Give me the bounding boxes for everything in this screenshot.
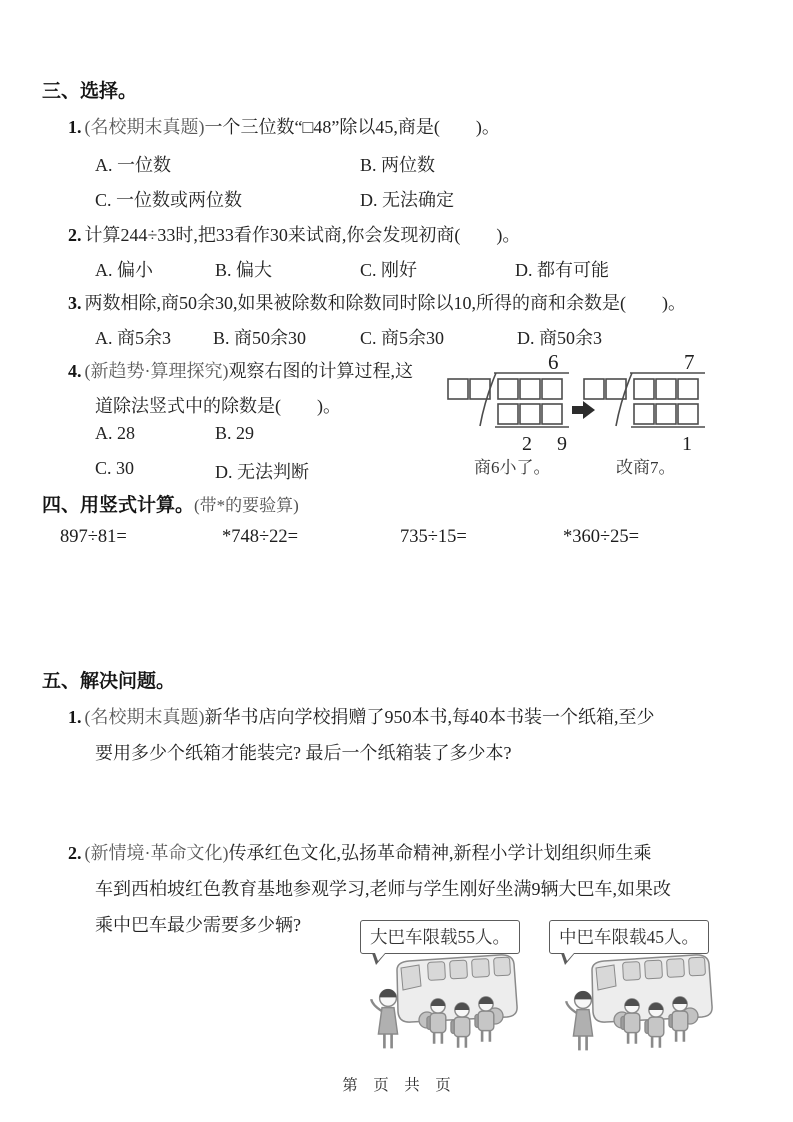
question-3-text: 两数相除,商50余30,如果被除数和除数同时除以10,所得的商和余数是( )。 — [84, 293, 686, 313]
second-quotient-digit: 7 — [684, 350, 695, 374]
dividend-box — [678, 379, 698, 399]
q3-option-c: C. 商5余30 — [360, 328, 445, 348]
big-bus-capacity-bubble: 大巴车限载55人。 — [360, 920, 520, 954]
word-problem-2-line-3 — [95, 911, 301, 937]
word-problem-2-text-1: 传承红色文化,弘扬革命精神,新程小学计划组织师生乘 — [228, 843, 652, 863]
q4-option-c: C. 30 — [95, 458, 135, 478]
question-1 — [68, 113, 500, 139]
right-arrow-icon — [572, 401, 595, 419]
question-4-line-2 — [95, 392, 341, 418]
product-box — [520, 404, 540, 424]
dividend-box — [498, 379, 518, 399]
dividend-box — [542, 379, 562, 399]
product-box — [656, 404, 676, 424]
product-box — [678, 404, 698, 424]
word-problem-2-line-2 — [95, 875, 671, 901]
second-remainder: 1 — [682, 433, 692, 455]
q3-option-b: B. 商50余30 — [213, 328, 307, 348]
question-1-tag: (名校期末真题) — [84, 117, 205, 137]
question-1-text: 一个三位数“□48”除以45,商是( )。 — [204, 117, 500, 137]
word-problem-1-text-2: 要用多少个纸箱才能装完? 最后一个纸箱装了多少本? — [95, 743, 512, 763]
first-division-diagram — [448, 373, 569, 427]
question-3-number: 3. — [68, 293, 82, 313]
word-problem-1-line-2 — [95, 739, 511, 765]
dividend-box — [520, 379, 540, 399]
word-problem-2-line-1 — [68, 839, 651, 865]
word-problem-2-text-3: 乘中巴车最少需要多少辆? — [95, 915, 301, 935]
product-box — [634, 404, 654, 424]
second-division-diagram — [584, 373, 705, 427]
word-problem-1-text-1: 新华书店向学校捐赠了950本书,每40本书装一个纸箱,至少 — [204, 707, 655, 727]
question-4-text-2: 道除法竖式中的除数是( )。 — [95, 396, 341, 416]
teacher-figure — [566, 991, 592, 1050]
teacher-figure — [371, 989, 397, 1048]
word-problem-1-number: 1. — [68, 707, 82, 727]
first-quotient-digit: 6 — [548, 350, 559, 374]
q4-option-b: B. 29 — [215, 423, 255, 443]
word-problem-1-line-1 — [68, 703, 655, 729]
question-2-text: 计算244÷33时,把33看作30来试商,你会发现初商( )。 — [84, 225, 521, 245]
calc-problem-3: 735÷15= — [400, 527, 467, 547]
q2-option-a: A. 偏小 — [95, 260, 153, 280]
bus-illustration — [350, 948, 750, 1063]
q1-option-c: C. 一位数或两位数 — [95, 190, 243, 210]
q2-option-c: C. 刚好 — [360, 260, 418, 280]
medium-bus-capacity-bubble: 中巴车限载45人。 — [549, 920, 709, 954]
question-1-number: 1. — [68, 117, 82, 137]
q3-option-d: D. 商50余3 — [517, 328, 602, 348]
footer-page-label: 第 页 共 页 — [342, 1077, 451, 1094]
section-four-note: (带*的要验算) — [194, 496, 299, 515]
first-remainder: 2 9 — [522, 433, 577, 455]
division-process-figure — [438, 346, 770, 490]
question-3 — [68, 289, 686, 315]
question-2-number: 2. — [68, 225, 82, 245]
divisor-box — [448, 379, 468, 399]
divisor-box — [584, 379, 604, 399]
q1-option-d: D. 无法确定 — [360, 190, 454, 210]
q4-option-d: D. 无法判断 — [215, 462, 309, 482]
second-caption: 改商7。 — [616, 458, 676, 477]
question-4-line-1 — [68, 357, 413, 383]
dividend-box — [656, 379, 676, 399]
question-4-tag: (新趋势·算理探究) — [84, 361, 229, 381]
q1-option-b: B. 两位数 — [360, 155, 436, 175]
calc-problem-1: 897÷81= — [60, 527, 127, 547]
q1-option-a: A. 一位数 — [95, 155, 171, 175]
calc-problem-4: *360÷25= — [563, 527, 640, 547]
q3-option-a: A. 商5余3 — [95, 328, 171, 348]
product-box — [542, 404, 562, 424]
word-problem-1-tag: (名校期末真题) — [84, 707, 205, 727]
word-problem-2-number: 2. — [68, 843, 82, 863]
q2-option-b: B. 偏大 — [215, 260, 273, 280]
calc-problem-2: *748÷22= — [222, 527, 299, 547]
section-five-heading: 五、解决问题。 — [42, 671, 176, 692]
question-4-text-1: 观察右图的计算过程,这 — [228, 361, 413, 381]
product-box — [498, 404, 518, 424]
first-caption: 商6小了。 — [474, 458, 551, 477]
dividend-box — [634, 379, 654, 399]
section-three-heading: 三、选择。 — [42, 81, 138, 102]
section-four-heading — [42, 490, 299, 517]
question-4-number: 4. — [68, 361, 82, 381]
word-problem-2-text-2: 车到西柏坡红色教育基地参观学习,老师与学生刚好坐满9辆大巴车,如果改 — [95, 879, 671, 899]
section-four-title: 四、用竖式计算。 — [42, 495, 195, 516]
q2-option-d: D. 都有可能 — [515, 260, 609, 280]
q4-option-a: A. 28 — [95, 423, 135, 443]
question-2 — [68, 221, 520, 247]
word-problem-2-tag: (新情境·革命文化) — [84, 843, 229, 863]
